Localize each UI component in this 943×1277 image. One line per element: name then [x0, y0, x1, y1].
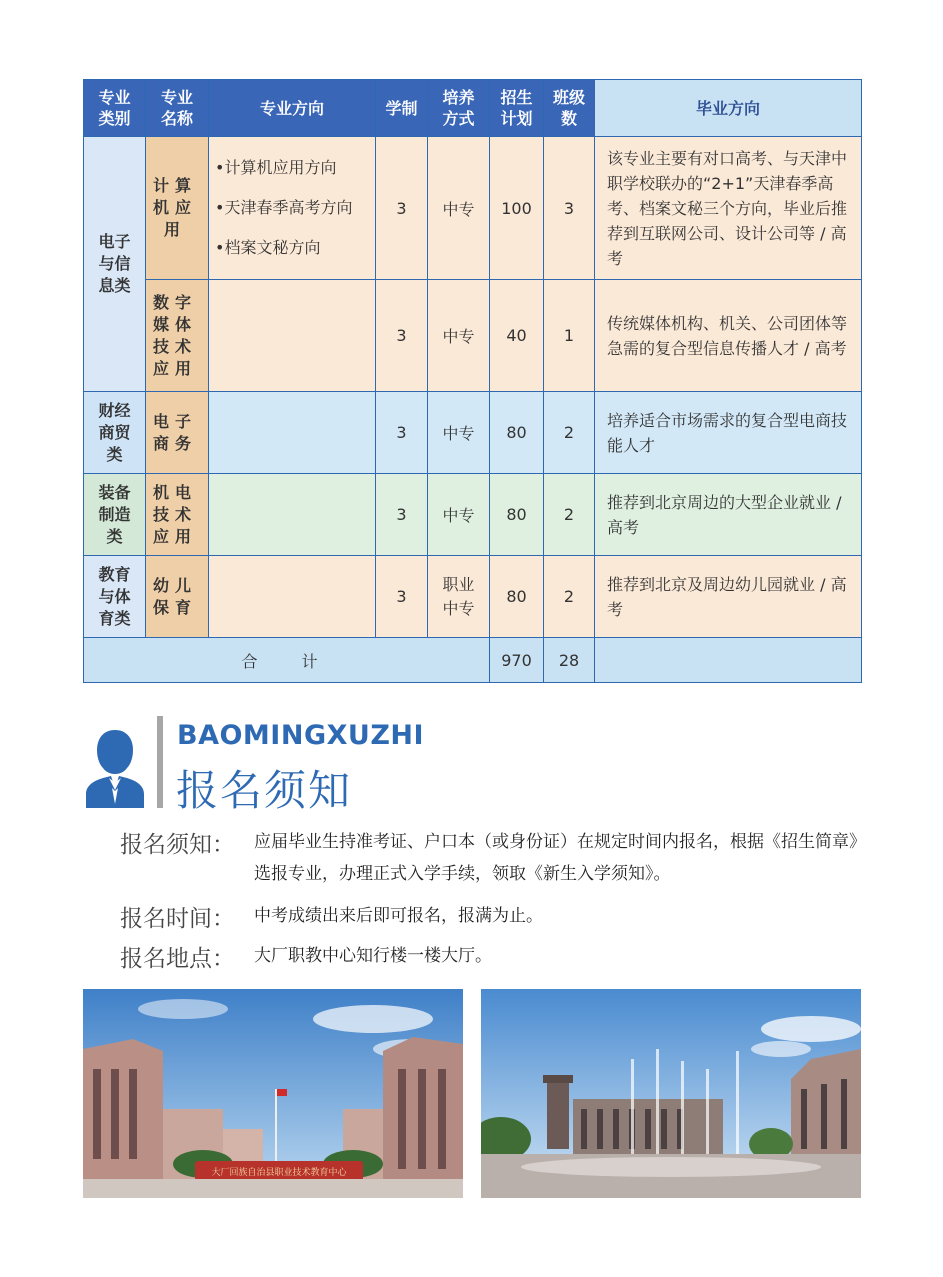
direction-item: •天津春季高考方向 [215, 198, 353, 217]
category-cell: 财经商贸类 [84, 392, 146, 474]
name-cell: 机电技术应用 [146, 474, 209, 556]
header-graduation: 毕业方向 [595, 80, 862, 137]
direction-item: •计算机应用方向 [215, 158, 337, 177]
info-row-notice [120, 826, 870, 894]
classes-cell: 2 [544, 556, 595, 638]
total-plan: 970 [490, 638, 544, 683]
name-cell: 幼儿保育 [146, 556, 209, 638]
years-cell: 3 [376, 556, 428, 638]
plan-cell: 80 [490, 556, 544, 638]
header-mode: 培养方式 [428, 80, 490, 137]
header-name: 专业名称 [146, 80, 209, 137]
table-row [84, 137, 862, 280]
graduation-cell: 推荐到北京及周边幼儿园就业 / 高考 [595, 556, 862, 638]
info-label: 报名须知： [120, 832, 235, 858]
info-value: 应届毕业生持准考证、户口本（或身份证）在规定时间内报名，根据《招生简章》选报专业，办理正式入学手续，领取《新生入学须知》。 [254, 832, 866, 884]
gate-sign-text: 大厂回族自治县职业技术教育中心 [211, 1168, 347, 1178]
plan-cell: 40 [490, 280, 544, 392]
years-cell: 3 [376, 280, 428, 392]
category-cell: 教育与体育类 [84, 556, 146, 638]
graduation-cell: 传统媒体机构、机关、公司团体等急需的复合型信息传播人才 / 高考 [595, 280, 862, 392]
section-title-cn: 报名须知 [176, 766, 353, 815]
direction-cell [209, 137, 376, 280]
table-row [84, 474, 862, 556]
header-classes: 班级数 [544, 80, 595, 137]
campus-photo-gate [83, 989, 463, 1198]
mode-cell: 中专 [428, 137, 490, 280]
table-row [84, 280, 862, 392]
header-category: 专业类别 [84, 80, 146, 137]
graduation-cell: 培养适合市场需求的复合型电商技能人才 [595, 392, 862, 474]
years-cell: 3 [376, 137, 428, 280]
classes-cell: 2 [544, 474, 595, 556]
campus-photo-fountain [481, 989, 861, 1198]
name-cell: 数字媒体技术应用 [146, 280, 209, 392]
total-row [84, 638, 862, 683]
mode-cell: 中专 [428, 392, 490, 474]
total-classes: 28 [544, 638, 595, 683]
section-title-en: BAOMINGXUZHI [177, 720, 425, 751]
classes-cell: 1 [544, 280, 595, 392]
plan-cell: 100 [490, 137, 544, 280]
info-label: 报名地点： [120, 946, 235, 972]
section-divider [157, 716, 163, 808]
header-years: 学制 [376, 80, 428, 137]
info-value: 大厂职教中心知行楼一楼大厅。 [254, 946, 492, 966]
direction-cell [209, 474, 376, 556]
years-cell: 3 [376, 392, 428, 474]
mode-cell: 职业中专 [428, 556, 490, 638]
section-heading [83, 714, 583, 814]
table-header-row [84, 80, 862, 137]
classes-cell: 2 [544, 392, 595, 474]
direction-cell [209, 556, 376, 638]
majors-table [83, 79, 862, 683]
name-cell: 计算机应用 [146, 137, 209, 280]
total-empty [595, 638, 862, 683]
category-cell: 装备制造类 [84, 474, 146, 556]
direction-cell [209, 280, 376, 392]
header-plan: 招生计划 [490, 80, 544, 137]
plan-cell: 80 [490, 474, 544, 556]
graduation-cell: 推荐到北京周边的大型企业就业 / 高考 [595, 474, 862, 556]
info-label: 报名时间： [120, 906, 235, 932]
mode-cell: 中专 [428, 474, 490, 556]
table-row [84, 556, 862, 638]
person-icon [83, 728, 147, 808]
direction-item: •档案文秘方向 [215, 238, 321, 257]
table-row [84, 392, 862, 474]
classes-cell: 3 [544, 137, 595, 280]
direction-cell [209, 392, 376, 474]
name-cell: 电子商务 [146, 392, 209, 474]
plan-cell: 80 [490, 392, 544, 474]
total-label: 合 计 [84, 638, 490, 683]
header-direction: 专业方向 [209, 80, 376, 137]
years-cell: 3 [376, 474, 428, 556]
graduation-cell: 该专业主要有对口高考、与天津中职学校联办的“2+1”天津春季高考、档案文秘三个方向，毕业后推荐到互联网公司、设计公司等 / 高考 [595, 137, 862, 280]
info-row-time [120, 900, 870, 934]
category-cell: 电子与信息类 [84, 137, 146, 392]
info-row-location [120, 940, 870, 974]
info-value: 中考成绩出来后即可报名，报满为止。 [254, 906, 543, 926]
mode-cell: 中专 [428, 280, 490, 392]
